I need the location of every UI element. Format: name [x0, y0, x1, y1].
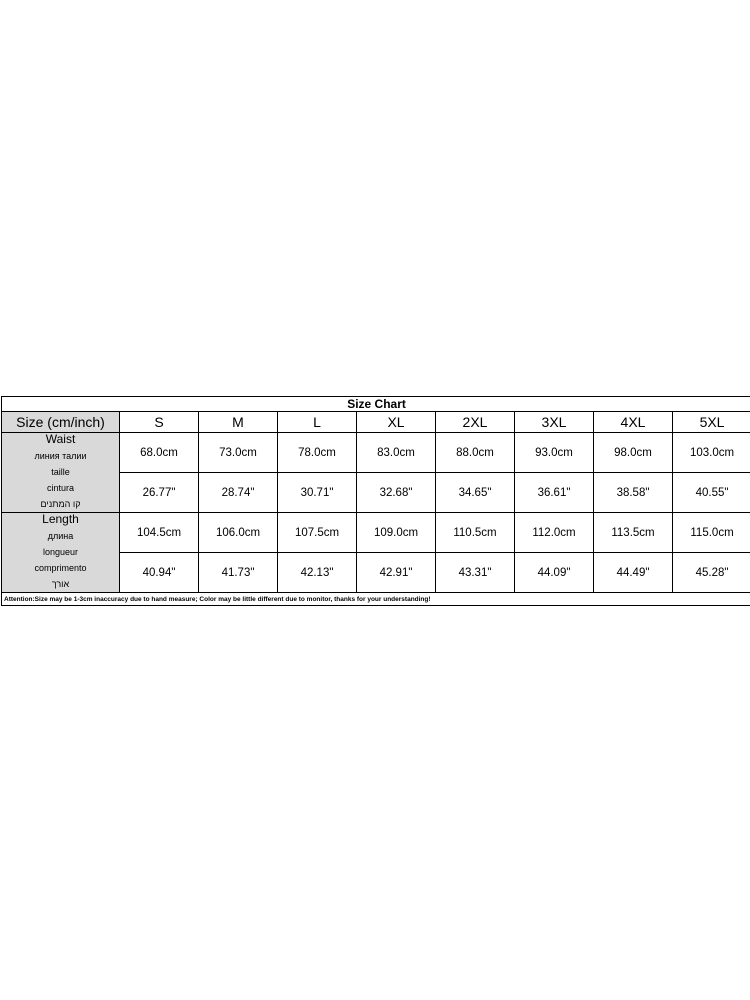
attention-note: Attention:Size may be 1-3cm inaccuracy due to hand measure; Color may be little different due to monitor, thanks for your understanding!: [2, 593, 750, 606]
length-inch-value: 41.73": [199, 553, 278, 593]
chart-title: Size Chart: [2, 397, 750, 412]
waist-cm-value: 83.0cm: [357, 433, 436, 473]
header-row: [2, 412, 750, 433]
length-cm-value: 104.5cm: [120, 513, 199, 553]
waist-inch-value: 34.65": [436, 473, 515, 513]
length-inch-value: 45.28": [673, 553, 750, 593]
size-header-3xl: 3XL: [515, 412, 594, 433]
size-unit-header: Size (cm/inch): [2, 412, 120, 433]
note-row: [2, 593, 750, 606]
waist-label: Waist: [45, 432, 76, 446]
waist-label-he: קו המתנים: [40, 499, 81, 509]
size-header-s: S: [120, 412, 199, 433]
waist-inch-value: 30.71": [278, 473, 357, 513]
length-label-fr: longueur: [42, 547, 79, 557]
length-label-he: אורך: [51, 579, 70, 589]
waist-cm-value: 88.0cm: [436, 433, 515, 473]
title-row: [2, 397, 750, 412]
waist-cm-value: 93.0cm: [515, 433, 594, 473]
length-cm-value: 112.0cm: [515, 513, 594, 553]
waist-cm-value: 78.0cm: [278, 433, 357, 473]
length-cm-value: 113.5cm: [594, 513, 673, 553]
waist-cm-value: 68.0cm: [120, 433, 199, 473]
length-cm-value: 115.0cm: [673, 513, 750, 553]
waist-label-pt: cintura: [46, 483, 74, 493]
length-inch-value: 43.31": [436, 553, 515, 593]
size-header-2xl: 2XL: [436, 412, 515, 433]
length-inch-value: 44.09": [515, 553, 594, 593]
length-inch-value: 44.49": [594, 553, 673, 593]
waist-cm-value: 103.0cm: [673, 433, 750, 473]
waist-inch-value: 36.61": [515, 473, 594, 513]
length-cm-value: 109.0cm: [357, 513, 436, 553]
size-header-l: L: [278, 412, 357, 433]
length-cm-value: 107.5cm: [278, 513, 357, 553]
size-chart-table: [1, 396, 750, 606]
waist-inch-value: 40.55": [673, 473, 750, 513]
length-inch-value: 40.94": [120, 553, 199, 593]
length-inch-value: 42.13": [278, 553, 357, 593]
waist-inch-value: 38.58": [594, 473, 673, 513]
length-label-ru: длина: [47, 531, 74, 541]
waist-label-ru: линия талии: [34, 451, 87, 461]
waist-inch-value: 32.68": [357, 473, 436, 513]
waist-cm-value: 73.0cm: [199, 433, 278, 473]
length-cm-row: [2, 513, 750, 553]
waist-label-fr: taille: [51, 467, 70, 477]
waist-cm-value: 98.0cm: [594, 433, 673, 473]
length-label-pt: comprimento: [34, 563, 87, 573]
waist-inch-value: 28.74": [199, 473, 278, 513]
length-label: Length: [42, 512, 79, 526]
length-cm-value: 106.0cm: [199, 513, 278, 553]
length-cm-value: 110.5cm: [436, 513, 515, 553]
size-header-4xl: 4XL: [594, 412, 673, 433]
length-inch-value: 42.91": [357, 553, 436, 593]
waist-inch-value: 26.77": [120, 473, 199, 513]
size-header-m: M: [199, 412, 278, 433]
size-header-5xl: 5XL: [673, 412, 750, 433]
waist-label-cell: [2, 433, 120, 513]
size-header-xl: XL: [357, 412, 436, 433]
waist-cm-row: [2, 433, 750, 473]
length-label-cell: [2, 513, 120, 593]
